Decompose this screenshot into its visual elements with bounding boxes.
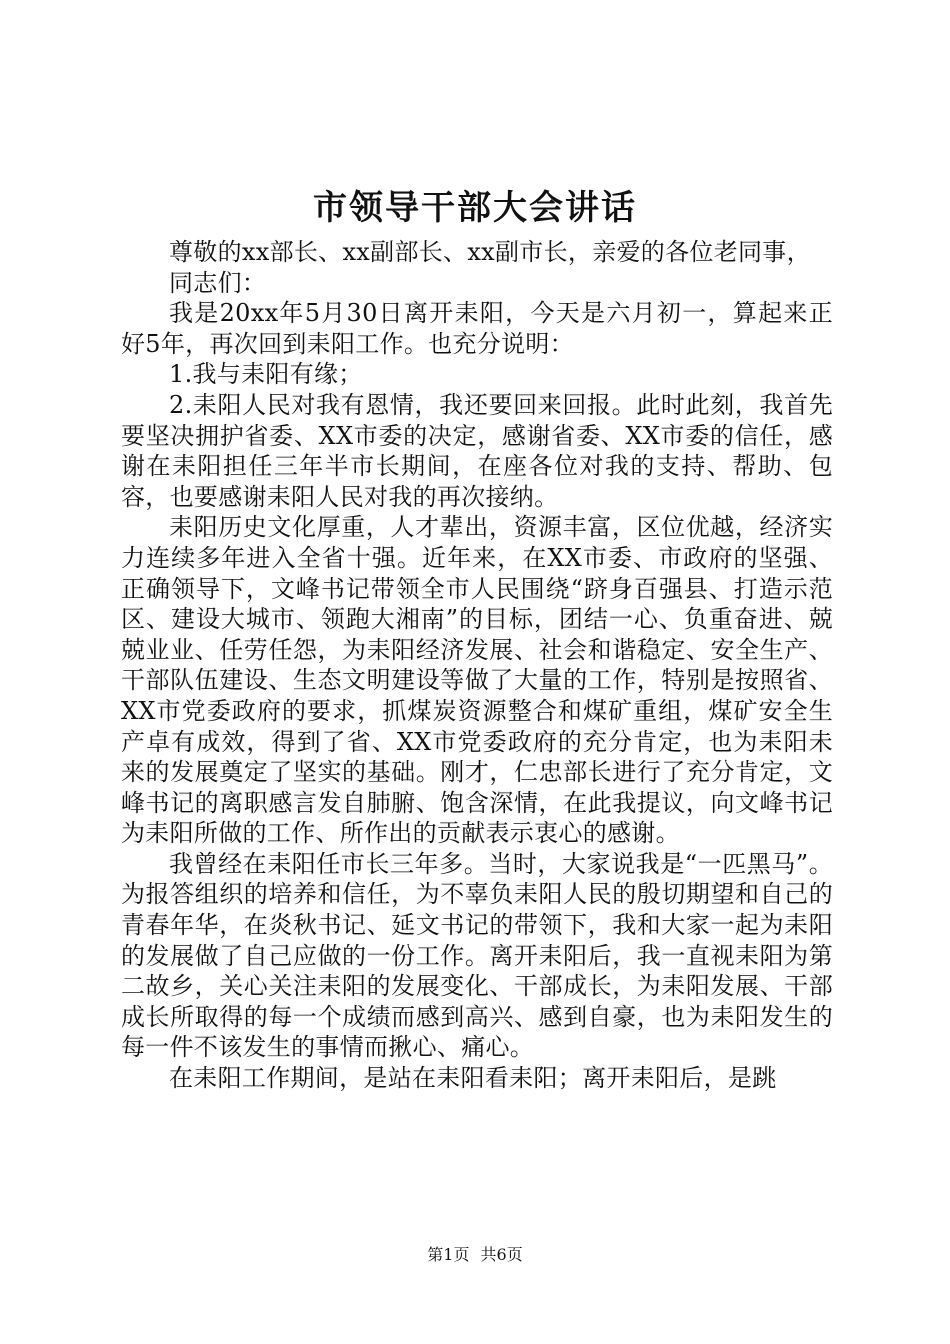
- paragraph-salutation: 尊敬的xx部长、xx副部长、xx副市长，亲爱的各位老同事，: [169, 238, 811, 266]
- paragraph-point-2: 2.耒阳人民对我有恩情，我还要回来回报。此时此刻，我首先要坚决拥护省委、XX市委的决定，感谢省委、XX市委的信任，感谢在耒阳担任三年半市长期间，在座各位对我的支持、帮助、包容，也要感谢耒阳人民对我的再次接纳。: [121, 390, 833, 511]
- paragraph-history: 耒阳历史文化厚重，人才辈出，资源丰富，区位优越，经济实力连续多年进入全省十强。近年来，在XX市委、市政府的坚强、正确领导下，文峰书记带领全市人民围绕“跻身百强县、打造示范区、建设大城市、领跑大湘南”的目标，团结一心、负重奋进、兢兢业业、任劳任怨，为耒阳经济发展、社会和谐稳定、安全生产、干部队伍建设、生态文明建设等做了大量的工作，特别是按照省、XX市党委政府的要求，抓煤炭资源整合和煤矿重组，煤矿安全生产卓有成效，得到了省、XX市党委政府的充分肯定，也为耒阳未来的发展奠定了坚实的基础。刚才，仁忠部长进行了充分肯定，文峰书记的离职感言发自肺腑、饱含深情，在此我提议，向文峰书记为耒阳所做的工作、所作出的贡献表示衷心的感谢。: [121, 513, 833, 848]
- paragraph-former-mayor: 我曾经在耒阳任市长三年多。当时，大家说我是“一匹黑马”。为报答组织的培养和信任，为不辜负耒阳人民的殷切期望和自己的青春年华，在炎秋书记、延文书记的带领下，我和大家一起为耒阳的发展做了自己应做的一份工作。离开耒阳后，我一直视耒阳为第二故乡，关心关注耒阳的发展变化、干部成长，为耒阳发展、干部成长所取得的每一个成绩而感到高兴、感到自豪，也为耒阳发生的每一件不该发生的事情而揪心、痛心。: [121, 849, 833, 1062]
- paragraph-working-period: 在耒阳工作期间，是站在耒阳看耒阳；离开耒阳后，是跳: [169, 1064, 777, 1093]
- document-body: [121, 237, 833, 1094]
- page-footer: 第1页 共6页: [427, 1245, 523, 1264]
- document-title: 市领导干部大会讲话: [313, 188, 637, 228]
- paragraph-return: 我是20xx年5月30日离开耒阳，今天是六月初一，算起来正好5年，再次回到耒阳工作。也充分说明：: [121, 299, 833, 358]
- paragraph-point-1: 1.我与耒阳有缘；: [169, 360, 363, 389]
- paragraph-comrades: 同志们：: [169, 268, 267, 297]
